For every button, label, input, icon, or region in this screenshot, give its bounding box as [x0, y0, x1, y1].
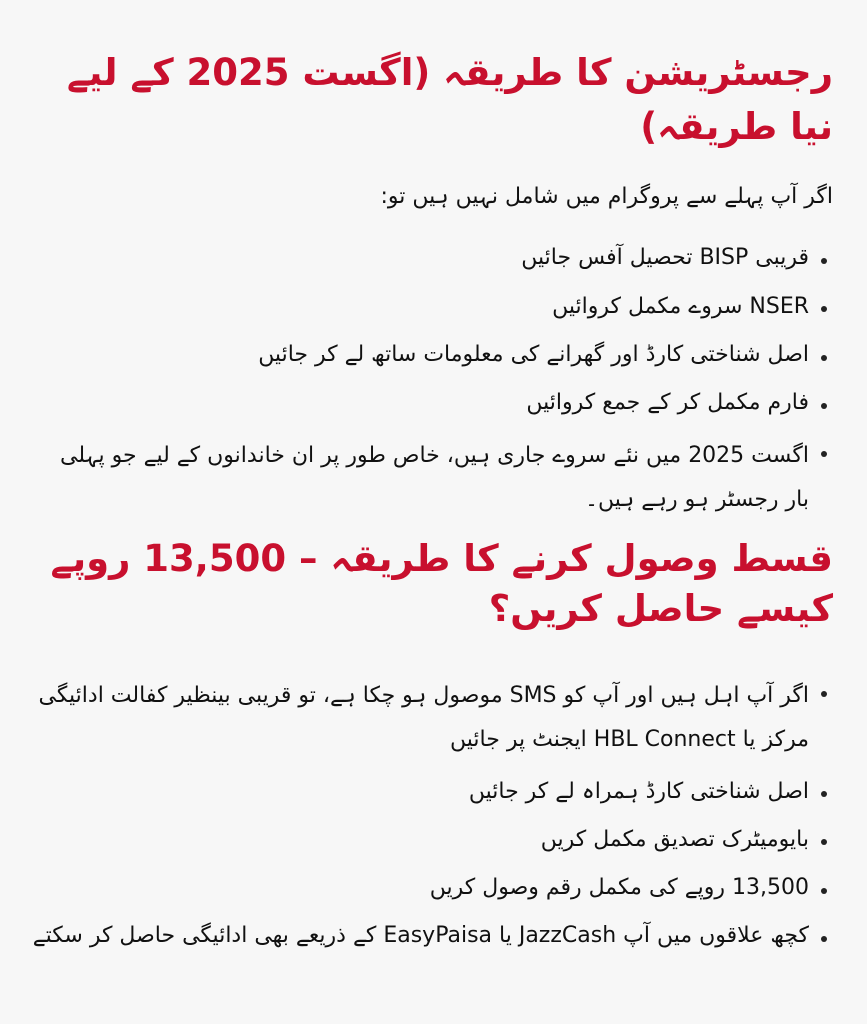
list-item	[30, 674, 809, 762]
list-item-text: اگر آپ اہل ہیں اور آپ کو SMS موصول ہو چکا ہے، تو قریبی بینظیر کفالت ادائیگی مرکز یا HBL Connect ایجنٹ پر جائیں	[38, 682, 809, 752]
list-item	[30, 337, 809, 373]
list-item-text: NSER سروے مکمل کروائیں	[552, 293, 809, 319]
list-item-text: اصل شناختی کارڈ ہمراہ لے کر جائیں	[468, 778, 809, 804]
list-item-text: 13,500 روپے کی مکمل رقم وصول کریں	[429, 875, 809, 901]
list-item-text: اصل شناختی کارڈ اور گھرانے کی معلومات ساتھ لے کر جائیں	[258, 342, 809, 368]
list-item	[30, 774, 809, 810]
list-item	[30, 240, 809, 276]
list-item	[30, 918, 809, 954]
installment-steps-list	[30, 674, 833, 955]
registration-intro: اگر آپ پہلے سے پروگرام میں شامل نہیں ہیں تو:	[380, 184, 833, 210]
list-item-text: بایومیٹرک تصدیق مکمل کریں	[540, 826, 809, 852]
list-item-text: فارم مکمل کر کے جمع کروائیں	[526, 390, 809, 416]
list-item	[30, 822, 809, 858]
list-item-text: اگست 2025 میں نئے سروے جاری ہیں، خاص طور پر ان خاندانوں کے لیے جو پہلی بار رجسٹر ہو رہے ہیں۔	[59, 442, 809, 512]
list-item	[30, 385, 809, 421]
list-item-text: کچھ علاقوں میں آپ JazzCash یا EasyPaisa کے ذریعے بھی ادائیگی حاصل کر سکتے	[32, 923, 809, 949]
list-item-text: قریبی BISP تحصیل آفس جائیں	[521, 245, 809, 271]
registration-heading: رجسٹریشن کا طریقہ (اگست 2025 کے لیے نیا طریقہ)	[66, 51, 833, 148]
list-item	[30, 870, 809, 906]
list-item	[30, 289, 809, 325]
installment-heading: قسط وصول کرنے کا طریقہ – 13,500 روپے کیسے حاصل کریں؟	[50, 536, 833, 630]
list-item	[30, 434, 809, 522]
registration-steps-list	[30, 240, 833, 521]
